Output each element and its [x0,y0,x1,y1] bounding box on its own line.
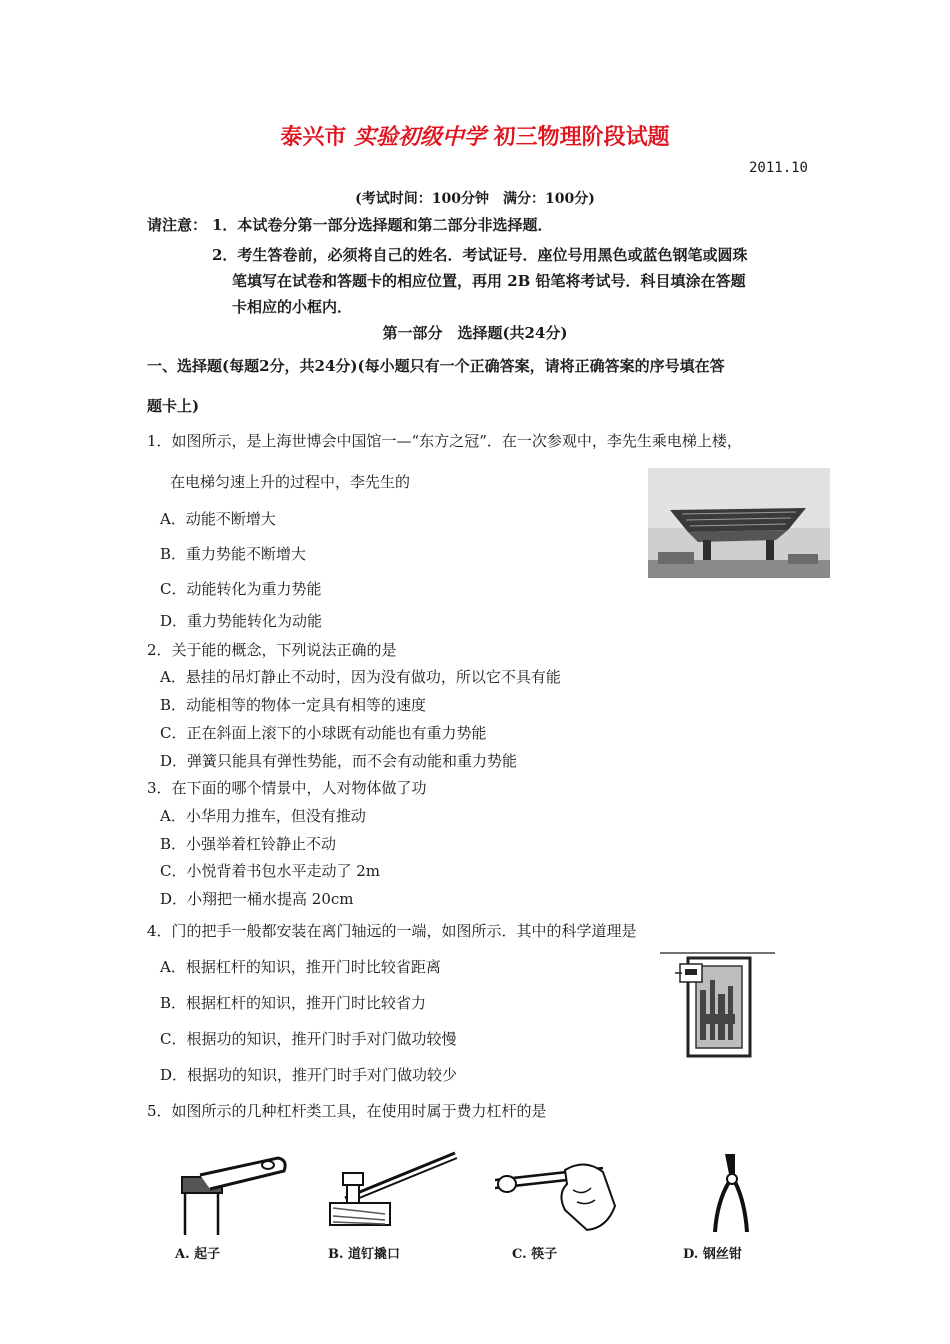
q2-option-b: B．动能相等的物体一定具有相等的速度 [160,696,427,714]
q5-caption-d: D. 钢丝钳 [683,1247,742,1262]
section-instructions-line-1: 一、选择题(每题2分，共24分)(每小题只有一个正确答案，请将正确答案的序号填在答 [147,357,725,375]
rail-spike-lever-icon [325,1148,460,1233]
notes-label: 请注意： [147,216,208,234]
page-title [0,120,950,151]
q1-stem-line-2: 在电梯匀速上升的过程中，李先生的 [170,473,411,491]
q4-stem: 4．门的把手一般都安装在离门轴远的一端，如图所示．其中的科学道理是 [147,922,637,940]
q4-option-b: B．根据杠杆的知识，推开门时比较省力 [160,994,427,1012]
note-item-1: 1．本试卷分第一部分选择题和第二部分非选择题． [212,216,553,234]
q4-option-c: C．根据功的知识，推开门时手对门做功较慢 [160,1030,457,1048]
q2-option-d: D．弹簧只能具有弹性势能，而不会有动能和重力势能 [160,752,518,770]
exam-date: 2011.10 [748,160,808,176]
q2-stem: 2．关于能的概念，下列说法正确的是 [147,641,397,659]
title-part-exam: 初三物理阶段试题 [486,124,670,150]
pliers-icon [705,1152,755,1237]
q5-stem: 5．如图所示的几种杠杆类工具，在使用时属于费力杠杆的是 [147,1102,547,1120]
section-instructions-line-2: 题卡上) [147,397,200,415]
note-item-2-line-2: 笔填写在试卷和答题卡的相应位置，再用 2B 铅笔将考试号．科目填涂在答题 [232,272,746,290]
bottle-opener-icon [170,1155,290,1235]
q4-option-d: D．根据功的知识，推开门时手对门做功较少 [160,1066,458,1084]
q1-option-c: C．动能转化为重力势能 [160,580,322,598]
door-handle-image [660,950,775,1060]
note-item-2-line-3: 卡相应的小框内． [232,298,353,316]
title-part-city: 泰兴市 [280,124,354,150]
title-part-school: 实验初级中学 [353,124,486,150]
exam-info: (考试时间：100分钟 满分：100分) [355,191,595,207]
q1-option-a: A．动能不断增大 [160,510,276,528]
q1-option-d: D．重力势能转化为动能 [160,612,323,630]
q3-option-a: A．小华用力推车，但没有推动 [160,807,366,825]
q3-option-d: D．小翔把一桶水提高 20cm [160,890,354,908]
q2-option-a: A．悬挂的吊灯静止不动时，因为没有做功，所以它不具有能 [160,668,561,686]
q5-caption-a: A. 起子 [175,1247,221,1262]
q2-option-c: C．正在斜面上滚下的小球既有动能也有重力势能 [160,724,487,742]
part1-heading: 第一部分 选择题(共24分) [382,324,568,342]
q4-option-a: A．根据杠杆的知识，推开门时比较省距离 [160,958,441,976]
q3-option-c: C．小悦背着书包水平走动了 2m [160,862,381,880]
china-pavilion-image [648,468,830,578]
q3-stem: 3．在下面的哪个情景中，人对物体做了功 [147,779,427,797]
q5-caption-c: C. 筷子 [512,1247,558,1262]
q3-option-b: B．小强举着杠铃静止不动 [160,835,337,853]
chopsticks-hand-icon [495,1150,620,1235]
q5-caption-b: B. 道钉撬口 [328,1247,401,1262]
note-item-2-line-1: 2．考生答卷前，必须将自己的姓名．考试证号．座位号用黑色或蓝色钢笔或圆珠 [212,246,748,264]
q1-stem-line-1: 1．如图所示，是上海世博会中国馆一—“东方之冠”．在一次参观中，李先生乘电梯上楼， [147,432,742,450]
q1-option-b: B．重力势能不断增大 [160,545,307,563]
